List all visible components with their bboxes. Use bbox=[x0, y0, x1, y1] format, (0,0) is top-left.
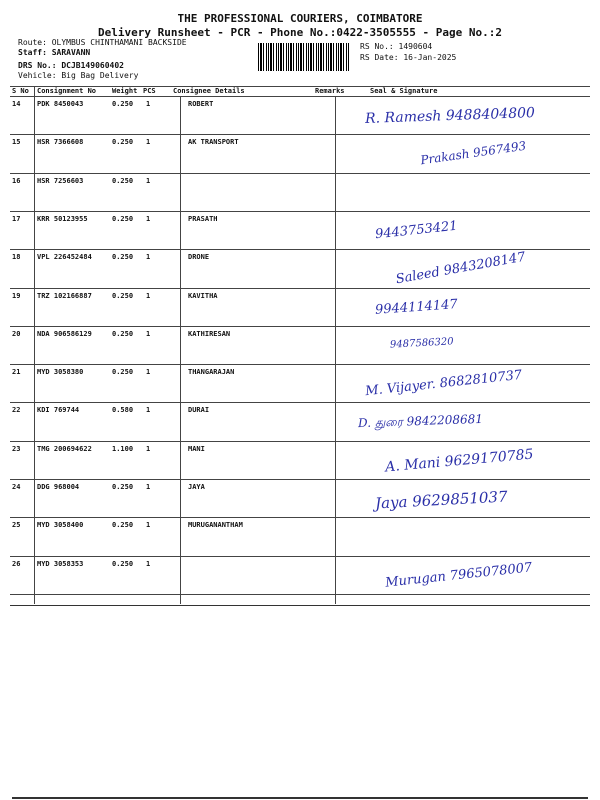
row-consignment-no: KDI 769744 bbox=[37, 406, 80, 415]
row-consignee: AK TRANSPORT bbox=[188, 138, 239, 147]
row-signature: 9443753421 bbox=[374, 218, 459, 243]
barcode bbox=[258, 43, 350, 71]
col-header-remarks: Remarks bbox=[315, 87, 345, 95]
col-header-pcs: PCS bbox=[143, 87, 156, 95]
row-sno: 23 bbox=[12, 444, 21, 453]
row-weight: 0.250 bbox=[112, 483, 134, 491]
row-pcs: 1 bbox=[146, 100, 151, 108]
row-consignee: JAYA bbox=[188, 483, 205, 491]
row-consignee: MURUGANANTHAM bbox=[188, 521, 243, 530]
company-name: THE PROFESSIONAL COURIERS, COIMBATORE bbox=[177, 12, 423, 25]
row-sno: 25 bbox=[12, 521, 21, 530]
row-weight: 0.250 bbox=[112, 138, 134, 147]
row-divider bbox=[10, 517, 590, 518]
row-consignment-no: MYD 3058400 bbox=[37, 521, 84, 530]
runsheet-table bbox=[10, 86, 590, 606]
row-divider bbox=[10, 556, 590, 557]
row-sno: 26 bbox=[12, 559, 21, 568]
row-sno: 20 bbox=[12, 329, 21, 338]
row-weight: 0.250 bbox=[112, 100, 134, 108]
col-header-consignee: Consignee Details bbox=[173, 87, 245, 95]
row-divider bbox=[10, 211, 590, 212]
row-signature: 9944114147 bbox=[374, 296, 459, 318]
row-weight: 0.250 bbox=[112, 176, 134, 185]
row-signature: 9487586320 bbox=[389, 336, 454, 351]
row-weight: 0.250 bbox=[112, 291, 134, 300]
row-pcs: 1 bbox=[146, 521, 151, 530]
row-consignment-no: HSR 7366608 bbox=[37, 138, 84, 147]
col-header-consignment: Consignment No bbox=[37, 87, 97, 95]
row-consignee: KAVITHA bbox=[188, 291, 218, 300]
row-sno: 19 bbox=[12, 291, 21, 300]
row-signature: A. Mani 9629170785 bbox=[384, 446, 535, 476]
row-pcs: 1 bbox=[146, 138, 151, 147]
row-signature: Saleed 9843208147 bbox=[394, 249, 527, 288]
runsheet-title: Delivery Runsheet - PCR - Phone No.:0422-3505555 - Page No.:2 bbox=[98, 26, 502, 39]
drs-number: DRS No.: DCJB149060402 bbox=[18, 61, 124, 70]
vehicle-line: Vehicle: Big Bag Delivery bbox=[18, 71, 139, 80]
staff-line: Staff: SARAVANN bbox=[18, 48, 91, 57]
row-sno: 18 bbox=[12, 253, 21, 262]
row-consignee: MANI bbox=[188, 444, 205, 453]
row-signature: D. துரை 9842208681 bbox=[357, 412, 484, 431]
row-consignee: ROBERT bbox=[188, 100, 214, 108]
row-divider bbox=[10, 479, 590, 480]
row-consignment-no: VPL 226452484 bbox=[37, 253, 92, 262]
row-consignee: PRASATH bbox=[188, 214, 218, 223]
row-consignee: THANGARAJAN bbox=[188, 368, 235, 377]
row-weight: 1.100 bbox=[112, 444, 134, 453]
row-consignment-no: HSR 7256603 bbox=[37, 176, 84, 185]
row-pcs: 1 bbox=[146, 559, 151, 568]
row-divider bbox=[10, 364, 590, 365]
row-consignment-no: MYD 3058380 bbox=[37, 368, 84, 377]
row-consignment-no: KRR 50123955 bbox=[37, 214, 88, 223]
row-consignment-no: TMG 200694622 bbox=[37, 444, 92, 453]
row-sno: 16 bbox=[12, 176, 21, 185]
row-pcs: 1 bbox=[146, 368, 151, 377]
table-bottom-rule bbox=[10, 605, 590, 606]
row-pcs: 1 bbox=[146, 444, 151, 453]
row-divider bbox=[10, 402, 590, 403]
col-header-sno: S No bbox=[12, 87, 29, 95]
row-divider bbox=[10, 173, 590, 174]
row-pcs: 1 bbox=[146, 406, 151, 415]
page-bottom-rule bbox=[12, 797, 588, 799]
row-consignee: DRONE bbox=[188, 253, 210, 262]
rs-number: RS No.: 1490604 bbox=[360, 42, 433, 51]
row-sno: 17 bbox=[12, 214, 21, 223]
row-pcs: 1 bbox=[146, 176, 151, 185]
row-consignment-no: NDA 906586129 bbox=[37, 329, 92, 338]
row-signature: M. Vijayer. 8682810737 bbox=[364, 367, 523, 400]
row-sno: 22 bbox=[12, 406, 21, 415]
row-signature: Prakash 9567493 bbox=[419, 138, 528, 168]
row-pcs: 1 bbox=[146, 253, 151, 262]
row-consignment-no: MYD 3058353 bbox=[37, 559, 84, 568]
row-sno: 24 bbox=[12, 483, 21, 491]
row-consignment-no: DDG 968004 bbox=[37, 483, 80, 491]
row-consignment-no: PDK 8450043 bbox=[37, 100, 84, 108]
row-sno: 15 bbox=[12, 138, 21, 147]
row-signature: Murugan 7965078007 bbox=[384, 559, 533, 591]
row-pcs: 1 bbox=[146, 291, 151, 300]
row-pcs: 1 bbox=[146, 483, 151, 491]
rs-date: RS Date: 16-Jan-2025 bbox=[360, 53, 457, 62]
row-weight: 0.250 bbox=[112, 559, 134, 568]
route-line: Route: OLYMBUS CHINTHAMANI BACKSIDE bbox=[18, 38, 187, 47]
col-header-seal: Seal & Signature bbox=[370, 87, 438, 95]
row-pcs: 1 bbox=[146, 329, 151, 338]
row-signature: R. Ramesh 9488404800 bbox=[364, 105, 536, 127]
row-weight: 0.580 bbox=[112, 406, 134, 415]
row-divider bbox=[10, 134, 590, 135]
row-pcs: 1 bbox=[146, 214, 151, 223]
row-weight: 0.250 bbox=[112, 521, 134, 530]
col-header-weight: Weight bbox=[112, 87, 138, 95]
row-divider bbox=[10, 594, 590, 595]
row-weight: 0.250 bbox=[112, 368, 134, 377]
row-sno: 21 bbox=[12, 368, 21, 377]
row-sno: 14 bbox=[12, 100, 21, 108]
row-weight: 0.250 bbox=[112, 214, 134, 223]
row-consignment-no: TRZ 102166887 bbox=[37, 291, 92, 300]
row-weight: 0.250 bbox=[112, 253, 134, 262]
row-divider bbox=[10, 249, 590, 250]
row-divider bbox=[10, 441, 590, 442]
row-divider bbox=[10, 326, 590, 327]
row-divider bbox=[10, 288, 590, 289]
row-signature: Jaya 9629851037 bbox=[374, 487, 508, 513]
row-weight: 0.250 bbox=[112, 329, 134, 338]
row-consignee: DURAI bbox=[188, 406, 210, 415]
row-consignee: KATHIRESAN bbox=[188, 329, 231, 338]
